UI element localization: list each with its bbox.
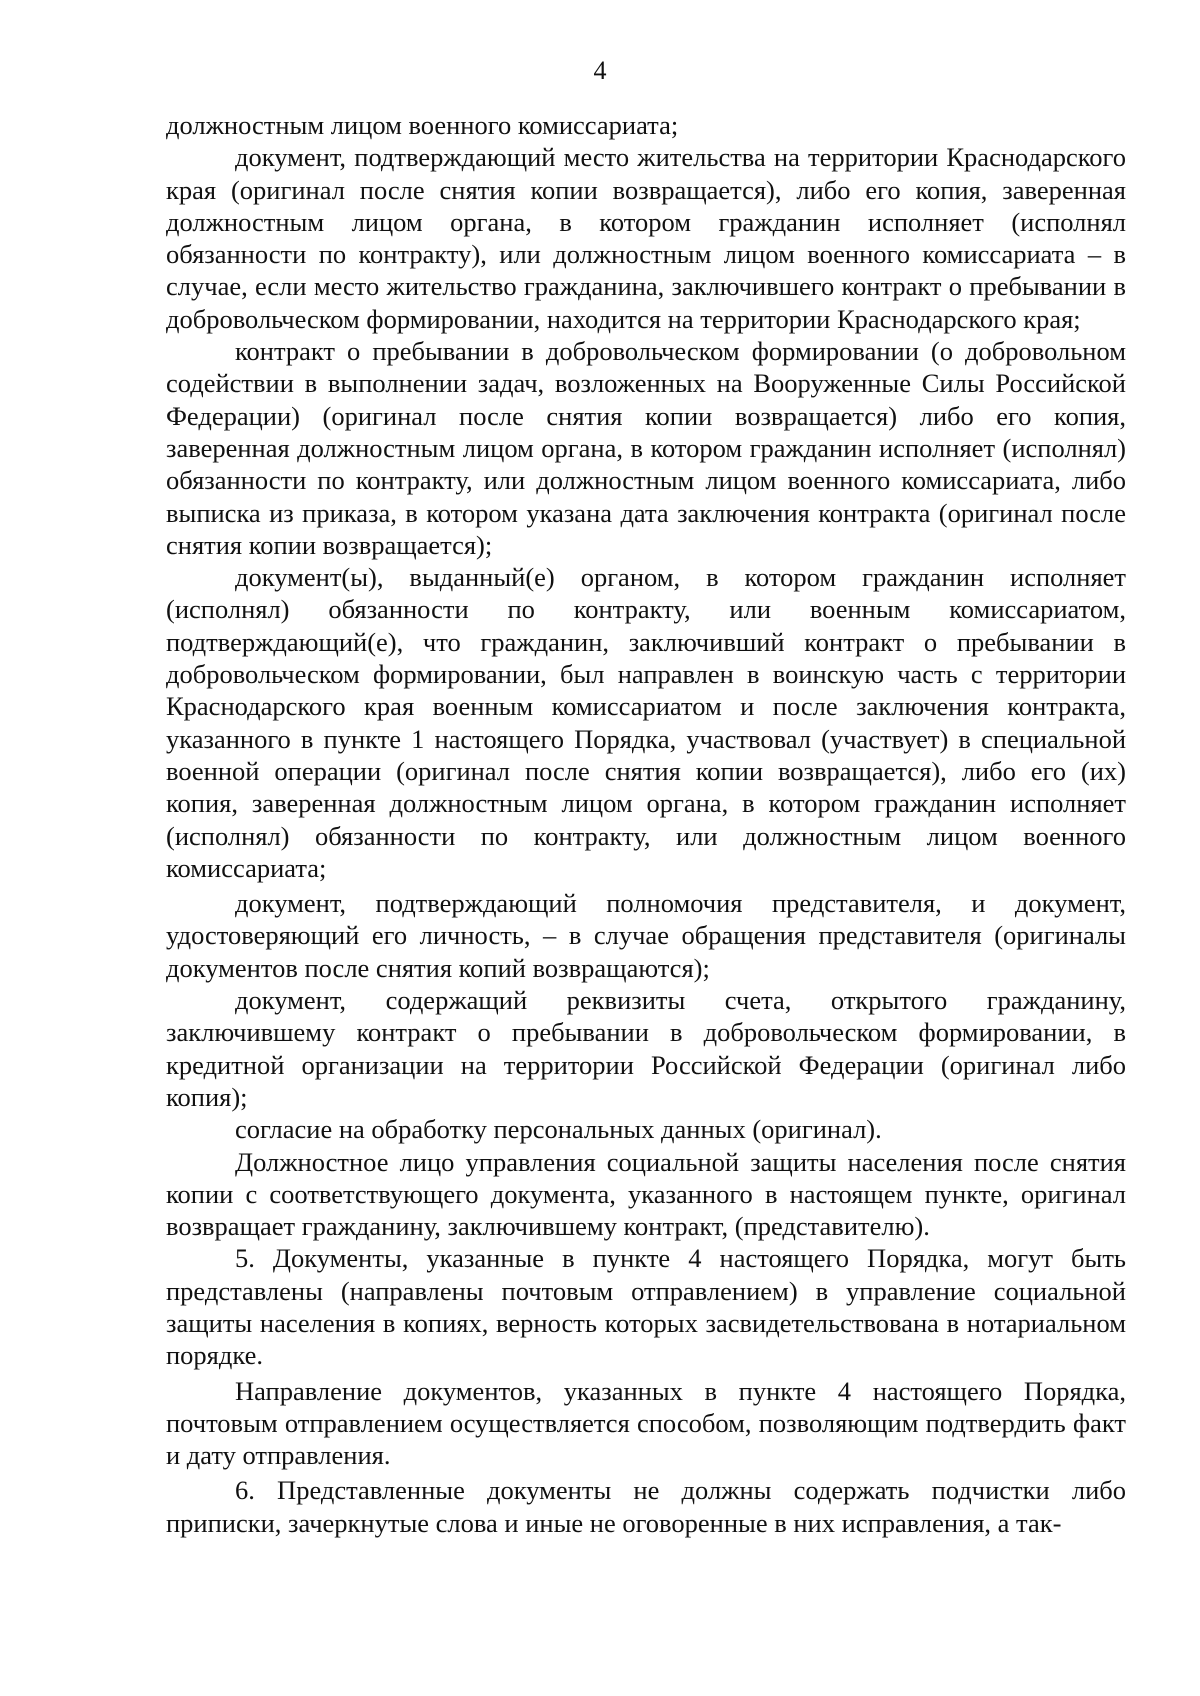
paragraph-7: согласие на обработку персональных данных (оригинал). [235,1114,882,1145]
paragraph-3: контракт о пребывании в добровольческом формировании (о добровольном содействии в выполнении задач, возложенных на Вооруженные Силы Российской Федерации) (оригинал после снятия копии возвращается) либо его копия, заверенная должностным лицом органа, в котором гражданин исполняет (исполнял) обязанности по контракту, или должностным лицом военного комиссариата, либо выписка из приказа, в котором указана дата заключения контракта (оригинал после снятия копии возвращается); [166,336,1126,560]
paragraph-2: документ, подтверждающий место жительства на территории Краснодарского края (оригинал после снятия копии возвращается), либо его копия, заверенная должностным лицом органа, в котором гражданин исполняет (исполнял обязанности по контракту), или должностным лицом военного комиссариата – в случае, если место жительство гражданина, заключившего контракт о пребывании в добровольческом формировании, находится на территории Краснодарского края; [166,142,1126,334]
paragraph-1: должностным лицом военного комиссариата; [166,110,679,140]
document-body [166,109,1126,1539]
paragraph-5: документ, подтверждающий полномочия представителя, и документ, удостоверяющий его личность, – в случае обращения представителя (оригиналы документов после снятия копий возвращаются); [166,888,1126,983]
page-number: 4 [593,56,607,85]
paragraph-11: 6. Представленные документы не должны содержать подчистки либо приписки, зачеркнутые слова и иные не оговоренные в них исправления, а так- [166,1475,1126,1538]
paragraph-8: Должностное лицо управления социальной защиты населения после снятия копии с соответствующего документа, указанного в настоящем пункте, оригинал возвращает гражданину, заключившему контракт, (представителю). [166,1146,1126,1242]
paragraph-6: документ, содержащий реквизиты счета, открытого гражданину, заключившему контракт о пребывании в добровольческом формировании, в кредитной организации на территории Российской Федерации (оригинал либо копия); [166,985,1126,1112]
paragraph-10: Направление документов, указанных в пункте 4 настоящего Порядка, почтовым отправлением осуществляется способом, позволяющим подтвердить факт и дату отправления. [166,1375,1126,1471]
paragraph-4: документ(ы), выданный(е) органом, в котором гражданин исполняет (исполнял) обязанности по контракту, или военным комиссариатом, подтверждающий(е), что гражданин, заключивший контракт о пребывании в добровольческом формировании, был направлен в воинскую часть с территории Краснодарского края военным комиссариатом и после заключения контракта, указанного в пункте 1 настоящего Порядка, участвовал (участвует) в специальной военной операции (оригинал после снятия копии возвращается), либо его (их) копия, заверенная должностным лицом органа, в котором гражданин исполняет (исполнял) обязанности по контракту, или должностным лицом военного комиссариата; [166,562,1126,883]
paragraph-9: 5. Документы, указанные в пункте 4 настоящего Порядка, могут быть представлены (направлены почтовым отправлением) в управление социальной защиты населения в копиях, верность которых засвидетельствована в нотариальном порядке. [166,1243,1126,1371]
